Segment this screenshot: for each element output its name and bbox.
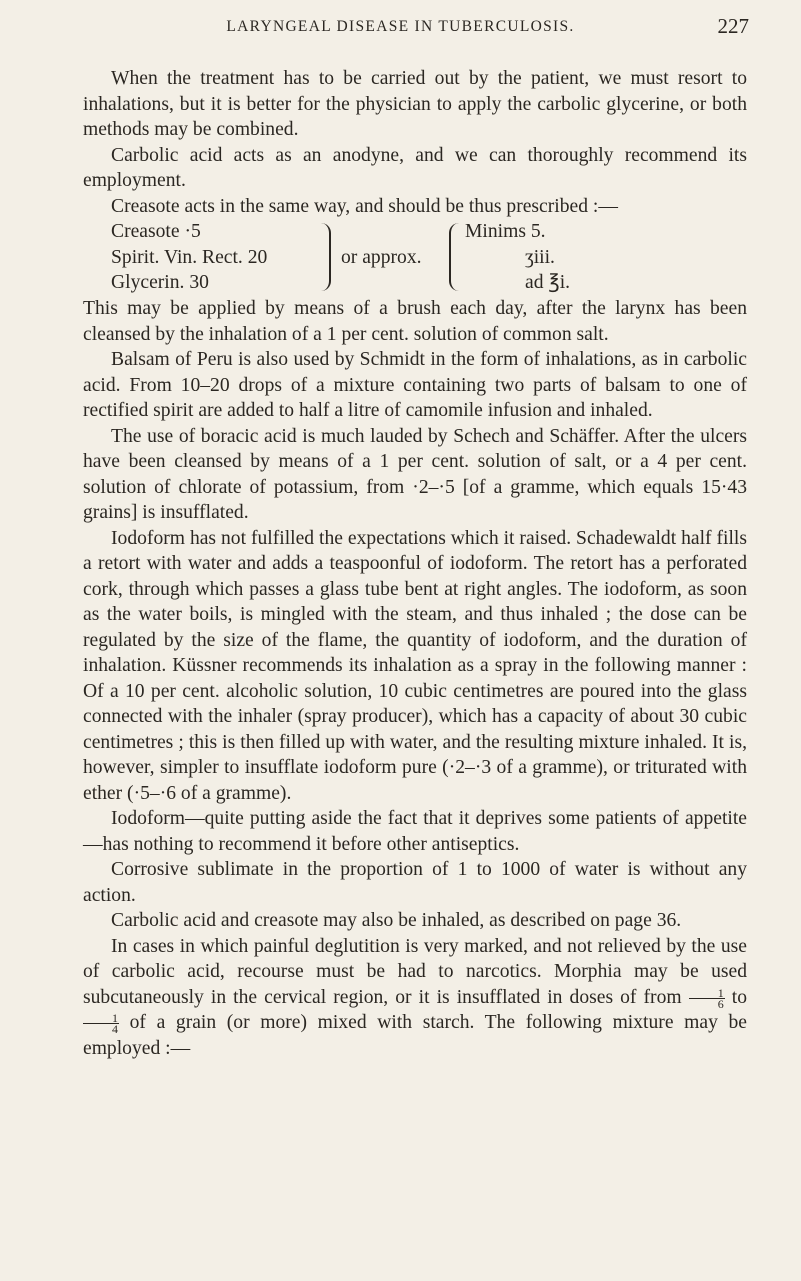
paragraph: Iodoform—quite putting aside the fact that it deprives some patients of appetite—has nothing to recommend it before other antiseptics.: [83, 808, 747, 855]
fraction: [689, 985, 725, 1011]
ingredient: Glycerin. 30: [111, 272, 209, 293]
fraction: [83, 1013, 119, 1034]
body-text: [83, 66, 747, 1061]
fraction-numerator: 1: [83, 1013, 119, 1024]
right-brace: [449, 223, 459, 291]
paragraph: Carbolic acid acts as an anodyne, and we can thoroughly recommend its employment.: [83, 144, 747, 191]
running-title: LARYNGEAL DISEASE IN TUBERCULOSIS.: [226, 18, 575, 35]
left-brace: [321, 223, 331, 291]
paragraph-text: In cases in which painful deglutition is very marked, and not relieved by the use of carbolic acid, recourse must be had to narcotics. Morphia may be used subcutaneously in the cervical region, or it is insufflated in doses of from: [83, 935, 747, 1008]
prescription-quantities: [465, 219, 570, 296]
running-head: [0, 14, 801, 42]
fraction-denominator: 4: [112, 1022, 118, 1036]
fraction-denominator: 6: [717, 996, 724, 1011]
fraction-numerator: 1: [689, 988, 725, 999]
paragraph: Carbolic acid and creasote may also be inhaled, as described on page 36.: [111, 910, 682, 931]
paragraph: Iodoform has not fulfilled the expectations which it raised. Schadewaldt half fills a retort with water and adds a teaspoonful of iodoform. The retort has a perforated cork, through which passes a glass tube bent at right angles. The iodoform, as soon as the water boils, is mingled with the steam, and thus inhaled ; the dose can be regulated by the size of the flame, the quantity of iodoform, and the duration of inhalation. Küssner recommends its inhalation as a spray in the following manner : Of a 10 per cent. alcoholic solution, 10 cubic centimetres are poured into the glass connected with the inhaler (spray producer), which has a capacity of about 30 cubic centimetres ; this is then filled up with water, and the resulting mixture inhaled. It is, however, simpler to insufflate iodoform pure (·2–·3 of a gramme), or triturated with ether (·5–·6 of a gramme).: [83, 527, 747, 804]
page-number: 227: [717, 14, 749, 38]
paragraph-text: to: [731, 986, 748, 1008]
ingredient: Creasote ·5: [111, 221, 201, 242]
paragraph: Balsam of Peru is also used by Schmidt in the form of inhalations, as in carbolic acid. From 10–20 drops of a mixture containing two parts of balsam to one of rectified spirit are added to half a litre of camomile infusion and inhaled.: [83, 349, 747, 421]
paragraph: This may be applied by means of a brush each day, after the larynx has been cleansed by the inhalation of a 1 per cent. solution of common salt.: [83, 298, 747, 345]
paragraph: Corrosive sublimate in the proportion of 1 to 1000 of water is without any action.: [83, 859, 747, 906]
approx-label: or approx.: [341, 246, 422, 268]
ingredient: Spirit. Vin. Rect. 20: [111, 246, 268, 268]
quantity: ad ℥i.: [525, 272, 571, 293]
paragraph: When the treatment has to be carried out by the patient, we must resort to inhalations, but it is better for the physician to apply the carbolic glycerine, or both methods may be combined.: [83, 68, 747, 140]
prescription-block: [83, 219, 747, 296]
quantity: ʒiii.: [525, 246, 555, 268]
paragraph: The use of boracic acid is much lauded by Schech and Schäffer. After the ulcers have been cleansed by means of a 1 per cent. solution of salt, or a 4 per cent. solution of chlorate of potassium, from ·2–·5 [of a gramme, which equals 15·43 grains] is insufflated.: [83, 425, 747, 523]
quantity: Minims 5.: [465, 221, 546, 242]
paragraph: Creasote acts in the same way, and should be thus prescribed :—: [111, 195, 618, 217]
paragraph-text: of a grain (or more) mixed with starch. The following mixture may be employed :—: [83, 1012, 747, 1059]
paragraph: [83, 934, 747, 1062]
prescription-ingredients: [111, 219, 267, 296]
